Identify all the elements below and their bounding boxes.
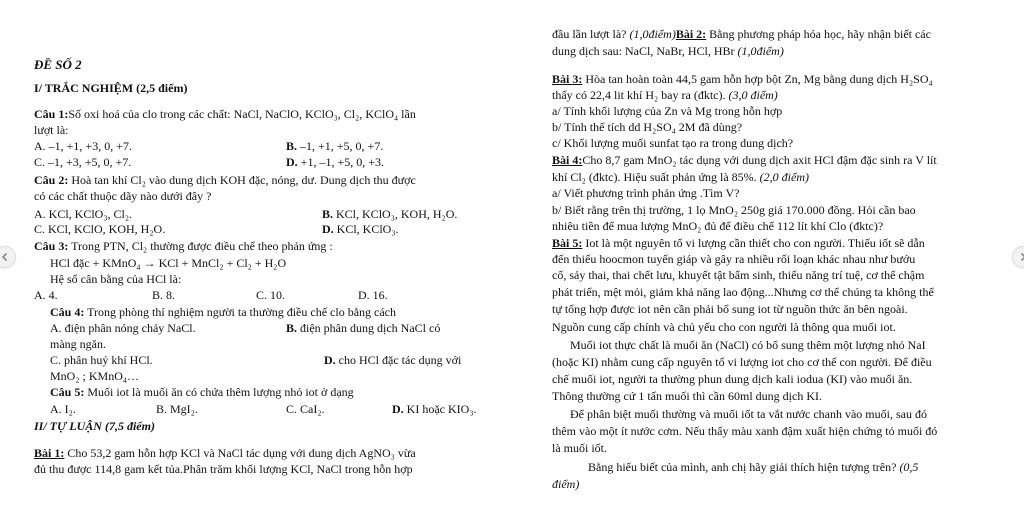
- q2-option-b: B. KCl, KClO₃, KOH, H₂O.: [322, 207, 458, 221]
- question-1-cont: lượt là:: [34, 123, 69, 137]
- chevron-right-icon: [1018, 252, 1024, 262]
- q3-option-b: B. 8.: [152, 288, 176, 302]
- q1-option-a: A. –1, +1, +3, 0, +7.: [34, 139, 132, 153]
- exam-title: ĐỀ SỐ 2: [34, 57, 82, 72]
- exercise-1-cont: đủ thu được 114,8 gam kết tủa.Phân trăm khối lượng KCl, NaCl trong hỗn hợp: [34, 462, 413, 476]
- q2-option-a: A. KCl, KClO₃, Cl₂.: [34, 207, 133, 221]
- q2-option-c: C. KCl, KClO, KOH, H₂O.: [34, 222, 166, 236]
- q4-option-d-cont: MnO₂ ; KMnO₄…: [50, 369, 140, 383]
- q5-option-c: C. CaI₂.: [286, 402, 325, 416]
- question-3: Câu 3: Trong PTN, Cl₂ thường được điều chế theo phản ứng :: [34, 239, 333, 253]
- q4-option-b-cont: màng ngăn.: [50, 337, 106, 351]
- exercise-5: Bài 5: Iot là một nguyên tố vi lượng cần thiết cho con người. Thiếu iốt sẽ dẫn: [552, 236, 925, 250]
- q4-option-d: D. cho HCl đặc tác dụng với: [324, 353, 462, 367]
- exercise-5-points: điểm): [552, 477, 580, 491]
- q3-option-a: A. 4.: [34, 288, 58, 302]
- exercise-4-a: a/ Viết phương trình phản ứng .Tìm V?: [552, 186, 740, 200]
- q4-option-b: B. điện phân dung dịch NaCl có: [286, 321, 441, 335]
- q1-option-d: D. +1, –1, +5, 0, +3.: [286, 155, 384, 169]
- exercise-5-line: phát triển, mệt mỏi, giảm khả năng lao động...Nhưng cơ thể chúng ta không thể: [552, 285, 934, 299]
- question-4: Câu 4: Trong phòng thí nghiệm người ta thường điều chế clo bằng cách: [50, 305, 396, 319]
- q2-option-d: D. KCl, KClO₃.: [322, 222, 399, 236]
- exercise-4-b-cont: nhiêu tiền để mua lượng MnO₂ đủ để điều chế 112 lít khí Clo (đktc)?: [552, 219, 884, 233]
- exercise-4-cont: khí Cl₂ (đktc). Hiệu suất phản ứng là 85%. (2,0 điểm): [552, 170, 809, 184]
- exercise-3-c: c/ Khối lượng muối sunfat tạo ra trong dung dịch?: [552, 136, 794, 150]
- exercise-5-line: Thông thường cứ 1 tấn muối thì cần 60ml dung dịch KI.: [552, 389, 822, 403]
- question-5: Câu 5: Muối iot là muối ăn có chứa thêm lượng nhỏ iot ở dạng: [50, 385, 354, 399]
- q5-option-b: B. MgI₂.: [156, 402, 198, 416]
- exercise-2-cont: dung dịch sau: NaCl, NaBr, HCl, HBr (1,0điểm): [552, 44, 784, 58]
- exercise-3-cont: thấy có 22,4 lit khí H₂ bay ra (đktc). (3,0 điểm): [552, 88, 778, 102]
- exercise-5-line: tự tổng hợp được iot nên cần phải bổ sung iot từ nguồn thức ăn bên ngoài.: [552, 302, 908, 316]
- exercise-5-line: thêm vào một ít nước cơm. Nếu thấy màu xanh đậm xuất hiện chứng tỏ muối đó: [552, 424, 938, 438]
- q4-option-a: A. điện phân nóng chảy NaCl.: [50, 321, 196, 335]
- q5-option-a: A. I₂.: [50, 402, 76, 416]
- exercise-1: Bài 1: Cho 53,2 gam hỗn hợp KCl và NaCl tác dụng với dung dịch AgNO₃ vừa: [34, 446, 416, 460]
- exercise-1-end: đầu lần lượt là? (1,0điểm)Bài 2: Bằng phương pháp hóa học, hãy nhận biết các: [552, 27, 931, 41]
- q3-option-c: C. 10.: [256, 288, 286, 302]
- part1-heading: I/ TRẮC NGHIỆM (2,5 điểm): [34, 81, 188, 95]
- exercise-5-line: Nguồn cung cấp chính và chủ yếu cho con người là thông qua muối iot.: [552, 320, 896, 334]
- question-3-cont: Hệ số cân bằng của HCl là:: [50, 272, 182, 286]
- exercise-5-question: Bằng hiểu biết của mình, anh chị hãy giải thích hiện tượng trên? (0,5: [588, 460, 919, 474]
- exercise-5-line: là muối iốt.: [552, 441, 607, 455]
- exercise-3-a: a/ Tính khối lượng của Zn và Mg trong hỗn hợp: [552, 104, 783, 118]
- exercise-5-line: đến thiếu hoocmon tuyến giáp và gây ra nhiều rối loạn khác nhau như bướu: [552, 252, 916, 266]
- q3-option-d: D. 16.: [358, 288, 388, 302]
- exercise-3-b: b/ Tính thể tích dd H₂SO₄ 2M đã dùng?: [552, 120, 743, 134]
- exercise-5-line: chế muối iot, người ta thường phun dung dịch kali iodua (KI) vào muối ăn.: [552, 372, 913, 386]
- exercise-5-line: cổ, sảy thai, thai chết lưu, khuyết tật bẩm sinh, thiểu năng trí tuệ, cơ thể chậm: [552, 268, 925, 282]
- prev-page-button[interactable]: [0, 246, 16, 268]
- question-1: Câu 1:Số oxi hoá của clo trong các chất: NaCl, NaClO, KClO₃, Cl₂, KClO₄ lần: [34, 107, 416, 121]
- next-page-button[interactable]: [1012, 246, 1024, 268]
- q5-option-d: D. KI hoặc KIO₃.: [392, 402, 477, 416]
- question-3-equation: HCl đặc + KMnO₄ → KCl + MnCl₂ + Cl₂ + H₂O: [50, 256, 287, 270]
- exercise-3: Bài 3: Hòa tan hoàn toàn 44,5 gam hỗn hợp bột Zn, Mg bằng dung dịch H₂SO₄: [552, 72, 933, 86]
- part2-heading: II/ TỰ LUẬN (7,5 điểm): [34, 419, 155, 433]
- question-2-cont: có các chất thuộc dãy nào dưới đây ?: [34, 189, 212, 203]
- exercise-5-line: Muối iot thực chất là muối ăn (NaCl) có bổ sung thêm một lượng nhỏ NaI: [570, 338, 926, 352]
- q4-option-c: C. phân huỷ khí HCl.: [50, 353, 153, 367]
- exercise-4-b: b/ Biết rằng trên thị trường, 1 lọ MnO₂ 250g giá 170.000 đồng. Hỏi cần bao: [552, 203, 916, 217]
- exercise-5-line: (hoặc KI) nhằm cung cấp nguyên tố vi lượng iot cho cơ thể con người. Để điều: [552, 355, 932, 369]
- exercise-4: Bài 4:Cho 8,7 gam MnO₂ tác dụng với dung dịch axit HCl đậm đặc sinh ra V lít: [552, 153, 937, 167]
- chevron-left-icon: [0, 252, 10, 262]
- question-2: Câu 2: Hoà tan khí Cl₂ vào dung dịch KOH đặc, nóng, dư. Dung dịch thu được: [34, 173, 416, 187]
- q1-option-b: B. –1, +1, +5, 0, +7.: [286, 139, 384, 153]
- exercise-5-line: Để phân biệt muối thường và muối iốt ta vắt nước chanh vào muối, sau đó: [570, 407, 927, 421]
- q1-option-c: C. –1, +3, +5, 0, +7.: [34, 155, 132, 169]
